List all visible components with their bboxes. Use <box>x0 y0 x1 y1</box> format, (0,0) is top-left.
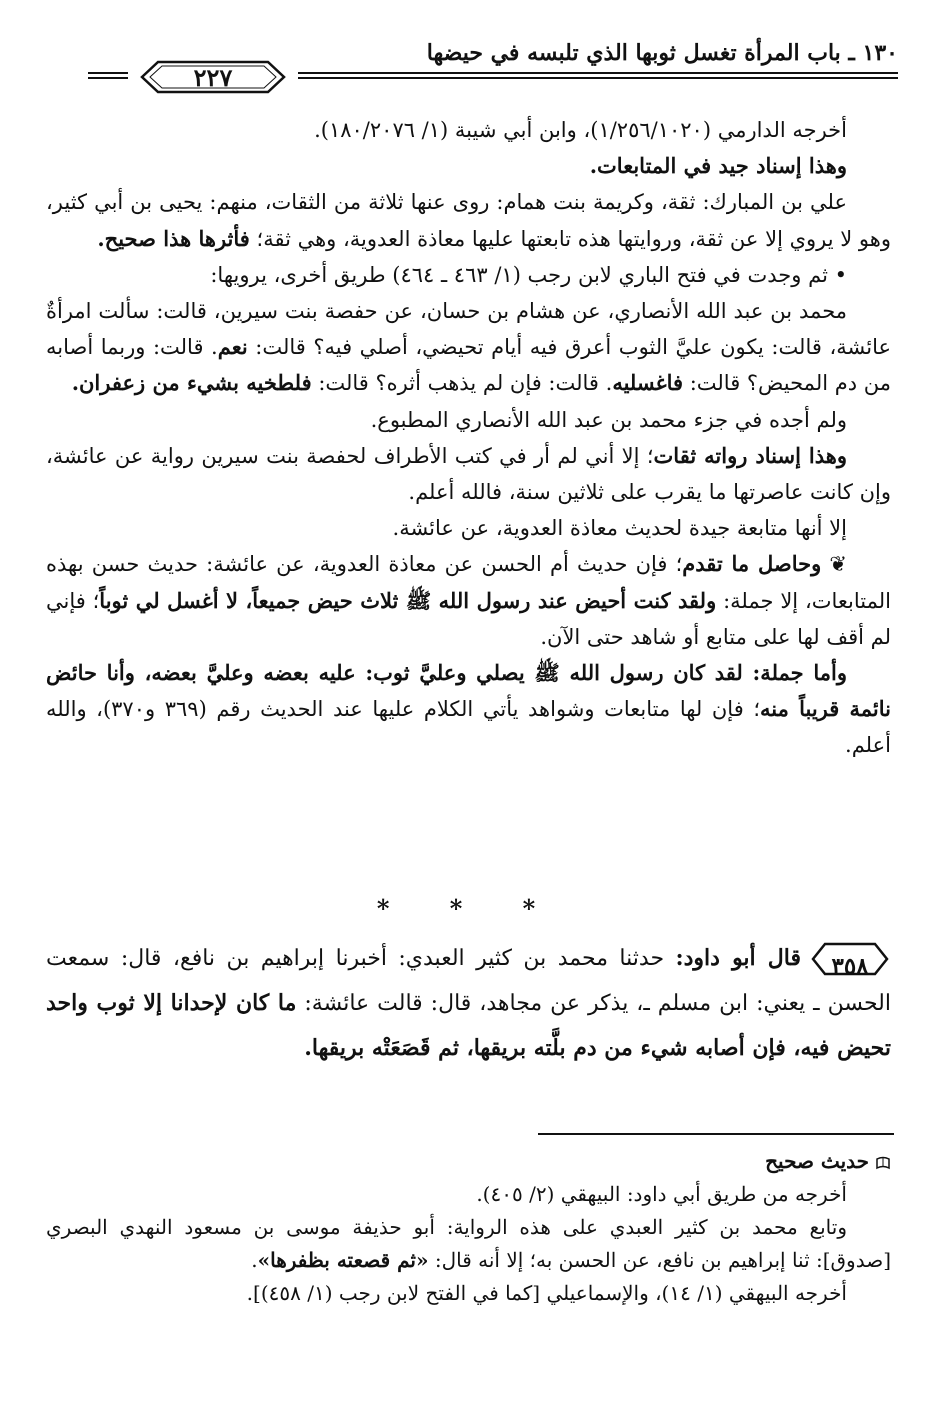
hadith-number: ٣٥٨ <box>831 953 869 980</box>
chapter-title: ١٣٠ ـ باب المرأة تغسل ثوبها الذي تلبسه في حيضها <box>426 40 898 66</box>
paragraph <box>46 655 891 764</box>
hadith-paragraph <box>46 936 891 1071</box>
page-number: ٢٢٧ <box>193 63 233 92</box>
paragraph <box>46 510 891 546</box>
page-header <box>88 40 898 110</box>
text-bold: «ثم قصعته بظفرها» <box>257 1248 429 1272</box>
paragraph <box>46 112 891 148</box>
hadith-chain: حدثنا محمد بن كثير العبدي: أخبرنا إبراهيم بن نافع، قال: سمعت الحسن ـ يعني: ابن مسلم ـ، يذكر عن مجاهد، قال: قالت عائشة: <box>46 946 891 1016</box>
hadith-block <box>46 936 891 1071</box>
grade-heading <box>46 1145 891 1178</box>
text-bold: وهذا إسناد رواته ثقات <box>653 442 847 468</box>
text: ؛ فإن لها متابعات وشواهد يأتي الكلام عليها عند الحديث رقم (٣٦٩ و٣٧٠)، والله أعلم. <box>46 697 891 758</box>
text: . قالت: وربما أصابه من دم المحيض؟ قالت: <box>46 335 891 396</box>
text-bold: فأثرها هذا صحيح. <box>97 225 250 251</box>
book-icon <box>875 1155 891 1171</box>
text: ثم وجدت في فتح الباري لابن رجب (١/ ٤٦٣ ـ ٤٦٤) طريق أخرى، يرويها: <box>210 262 828 287</box>
paragraph <box>46 1277 891 1310</box>
text-bold: نعم <box>217 334 248 360</box>
grade-text: حديث صحيح <box>765 1149 869 1173</box>
paragraph <box>46 1178 891 1211</box>
hadith-matn: ما كان لإحدانا إلا ثوب واحد تحيض فيه، فإن أصابه شيء من دم بلَّته بريقها، ثم قَصَعَتْه بريقها. <box>46 990 891 1061</box>
text: ؛ فإني لم أقف لها على متابع أو شاهد حتى الآن. <box>46 588 891 649</box>
section-separator: * * * <box>376 894 562 923</box>
text-bold: وحاصل ما تقدم <box>682 551 822 577</box>
text-bold: فاغسليه <box>612 370 684 396</box>
page-number-frame <box>128 54 298 100</box>
paragraph <box>46 438 891 510</box>
text-bold: ولقد كنت أحيض عند رسول الله ﷺ ثلاث حيض جميعاً، لا أغسل لي ثوباً <box>99 587 717 613</box>
leaf-icon: ❦ <box>829 552 847 577</box>
text: . قالت: فإن لم يذهب أثره؟ قالت: <box>311 371 613 396</box>
text-bold: وأما جملة: لقد كان رسول الله ﷺ يصلي وعليَّ ثوب: عليه بعضه وعليَّ بعضه، وأنا حائض نائمة قريباً منه <box>46 660 891 722</box>
text: محمد بن عبد الله الأنصاري، عن هشام بن حسان، عن حفصة بنت سيرين، قالت: سألت امرأةٌ عائشة، قالت: يكون عليَّ الثوب أعرق فيه أيام تحيضي، أصلي فيه؟ قالت: <box>46 299 891 360</box>
paragraph <box>46 293 891 402</box>
text: ؛ إلا أني لم أر في كتب الأطراف لحفصة بنت سيرين رواية عن عائشة، وإن كانت عاصرتها ما يقرب على ثلاثين سنة، فالله أعلم. <box>46 443 891 505</box>
paragraph <box>46 546 891 655</box>
text: . <box>251 1248 258 1272</box>
text: إلا أنها متابعة جيدة لحديث معاذة العدوية، عن عائشة. <box>392 516 847 541</box>
paragraph <box>46 402 891 438</box>
paragraph <box>46 1211 891 1277</box>
text: وتابع محمد بن كثير العبدي على هذه الرواية: أبو حذيفة موسى بن مسعود النهدي البصري [صدوق]: ثنا إبراهيم بن نافع، عن الحسن به؛ إلا أنه قال: <box>46 1215 891 1272</box>
paragraph <box>46 148 891 184</box>
text-bold: فلطخيه بشيء من زعفران. <box>71 370 312 396</box>
hadith-lead: قال أبو داود: <box>675 945 801 971</box>
header-rule-left <box>88 72 128 80</box>
header-rule <box>298 72 898 80</box>
text: أخرجه البيهقي (١/ ١٤)، والإسماعيلي [كما في الفتح لابن رجب (١/ ٤٥٨)]. <box>246 1281 847 1305</box>
takhrij-notes <box>46 1145 891 1310</box>
text: علي بن المبارك: ثقة، وكريمة بنت همام: روى عنها ثلاثة من الثقات، منهم: يحيى بن أبي كثير، وهو لا يروي إلا عن ثقة، وروايتها هذه تابعتها عليها معاذة العدوية، وهي ثقة؛ <box>46 190 891 251</box>
main-text <box>46 112 891 764</box>
text: وهذا إسناد جيد في المتابعات. <box>589 153 847 179</box>
bullet-icon: • <box>834 262 847 287</box>
text: ؛ فإن حديث أم الحسن عن معاذة العدوية، عن عائشة: حديث حسن بهذه المتابعات، إلا جملة: <box>46 552 891 613</box>
paragraph <box>46 257 891 293</box>
footnote-divider <box>538 1133 894 1135</box>
text: ولم أجده في جزء محمد بن عبد الله الأنصاري المطبوع. <box>370 407 847 432</box>
hadith-number-frame <box>809 941 891 980</box>
paragraph <box>46 184 891 256</box>
text: أخرجه الدارمي (١/٢٥٦/١٠٢٠)، وابن أبي شيبة (١/ ١٨٠/٢٠٧٦). <box>314 118 847 142</box>
text: أخرجه من طريق أبي داود: البيهقي (٢/ ٤٠٥). <box>476 1182 847 1206</box>
